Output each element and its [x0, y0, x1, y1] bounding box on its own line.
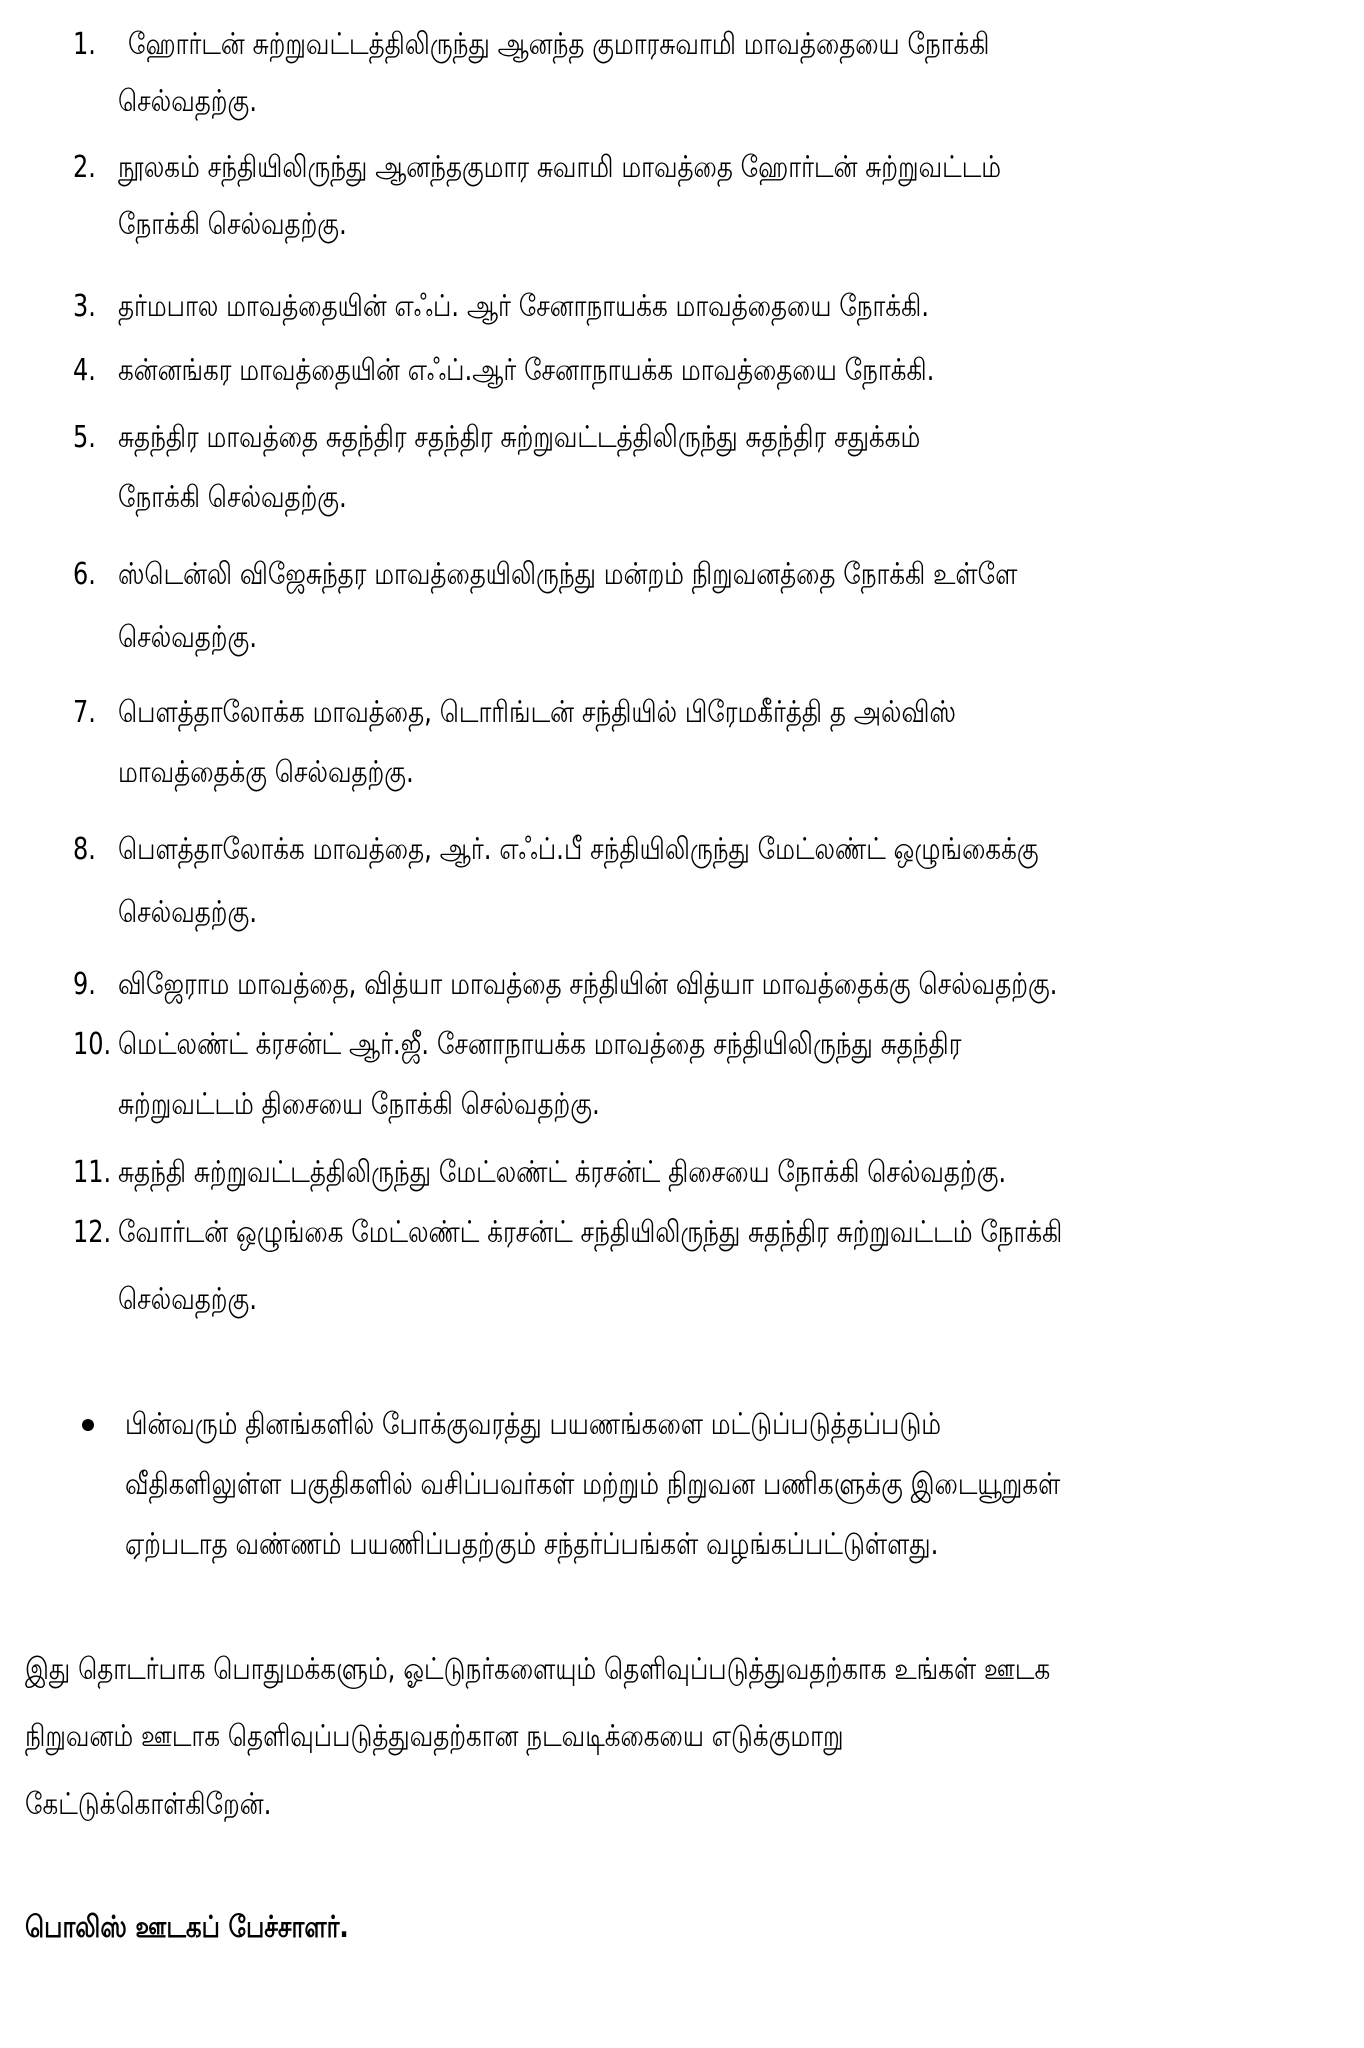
closing-paragraph-line: கேட்டுக்கொள்கிறேன். — [25, 1787, 272, 1822]
list-number: 6. — [73, 557, 96, 592]
list-item-line: பௌத்தாலோக்க மாவத்தை, டொரிங்டன் சந்தியில் பிரேமகீர்த்தி த அல்விஸ் — [118, 695, 956, 730]
signature: பொலிஸ் ஊடகப் பேச்சாளர். — [25, 1910, 349, 1945]
list-number: 5. — [73, 420, 96, 455]
list-number: 1. — [73, 27, 96, 62]
list-item-line: செல்வதற்கு. — [118, 1282, 258, 1317]
closing-paragraph-line: நிறுவனம் ஊடாக தெளிவுப்படுத்துவதற்கான நடவடிக்கையை எடுக்குமாறு — [25, 1719, 844, 1754]
list-item-line: பௌத்தாலோக்க மாவத்தை, ஆர். எஃப்.பீ சந்தியிலிருந்து மேட்லண்ட் ஒழுங்கைக்கு — [118, 832, 1039, 867]
bullet-note-line: ஏற்படாத வண்ணம் பயணிப்பதற்கும் சந்தர்ப்பங்கள் வழங்கப்பட்டுள்ளது. — [125, 1527, 939, 1562]
list-number: 9. — [73, 967, 96, 1002]
list-item-line: சுற்றுவட்டம் திசையை நோக்கி செல்வதற்கு. — [118, 1087, 600, 1122]
closing-paragraph-line: இது தொடர்பாக பொதுமக்களும், ஓட்டுநர்களையும் தெளிவுப்படுத்துவதற்காக உங்கள் ஊடக — [25, 1652, 1051, 1687]
bullet-note-line: பின்வரும் தினங்களில் போக்குவரத்து பயணங்களை மட்டுப்படுத்தப்படும் — [125, 1407, 942, 1442]
list-number: 10. — [73, 1027, 112, 1062]
list-number: 11. — [73, 1155, 112, 1190]
list-item-line: ஹோர்டன் சுற்றுவட்டத்திலிருந்து ஆனந்த குமாரசுவாமி மாவத்தையை நோக்கி — [128, 27, 990, 62]
list-item-line: மெட்லண்ட் க்ரசன்ட் ஆர்.ஜீ. சேனாநாயக்க மாவத்தை சந்தியிலிருந்து சுதந்திர — [118, 1027, 962, 1062]
list-item-line: நோக்கி செல்வதற்கு. — [118, 207, 347, 242]
bullet-note-line: வீதிகளிலுள்ள பகுதிகளில் வசிப்பவர்கள் மற்றும் நிறுவன பணிகளுக்கு இடையூறுகள் — [125, 1467, 1061, 1502]
list-item-line: சுதந்திர மாவத்தை சுதந்திர சதந்திர சுற்றுவட்டத்திலிருந்து சுதந்திர சதுக்கம் — [118, 420, 921, 455]
bullet-icon — [82, 1419, 94, 1431]
list-item-line: நோக்கி செல்வதற்கு. — [118, 480, 347, 515]
list-number: 2. — [73, 150, 96, 185]
list-number: 4. — [73, 353, 96, 388]
list-item-line: செல்வதற்கு. — [118, 895, 258, 930]
list-item-line: மாவத்தைக்கு செல்வதற்கு. — [118, 755, 414, 790]
list-item-line: செல்வதற்கு. — [118, 620, 258, 655]
list-item-line: விஜேராம மாவத்தை, வித்யா மாவத்தை சந்தியின் வித்யா மாவத்தைக்கு செல்வதற்கு. — [118, 967, 1058, 1002]
list-number: 3. — [73, 289, 96, 324]
list-number: 12. — [73, 1215, 112, 1250]
list-number: 8. — [73, 832, 96, 867]
list-item-line: செல்வதற்கு. — [118, 84, 258, 119]
list-item-line: கன்னங்கர மாவத்தையின் எஃப்.ஆர் சேனாநாயக்க மாவத்தையை நோக்கி. — [118, 353, 935, 388]
list-item-line: வோர்டன் ஒழுங்கை மேட்லண்ட் க்ரசன்ட் சந்தியிலிருந்து சுதந்திர சுற்றுவட்டம் நோக்கி — [118, 1215, 1063, 1250]
list-item-line: தர்மபால மாவத்தையின் எஃப். ஆர் சேனாநாயக்க மாவத்தையை நோக்கி. — [118, 289, 930, 324]
list-number: 7. — [73, 695, 96, 730]
list-item-line: நூலகம் சந்தியிலிருந்து ஆனந்தகுமார சுவாமி மாவத்தை ஹோர்டன் சுற்றுவட்டம் — [118, 150, 1002, 185]
list-item-line: சுதந்தி சுற்றுவட்டத்திலிருந்து மேட்லண்ட் க்ரசன்ட் திசையை நோக்கி செல்வதற்கு. — [118, 1155, 1007, 1190]
list-item-line: ஸ்டென்லி விஜேசுந்தர மாவத்தையிலிருந்து மன்றம் நிறுவனத்தை நோக்கி உள்ளே — [118, 557, 1018, 592]
